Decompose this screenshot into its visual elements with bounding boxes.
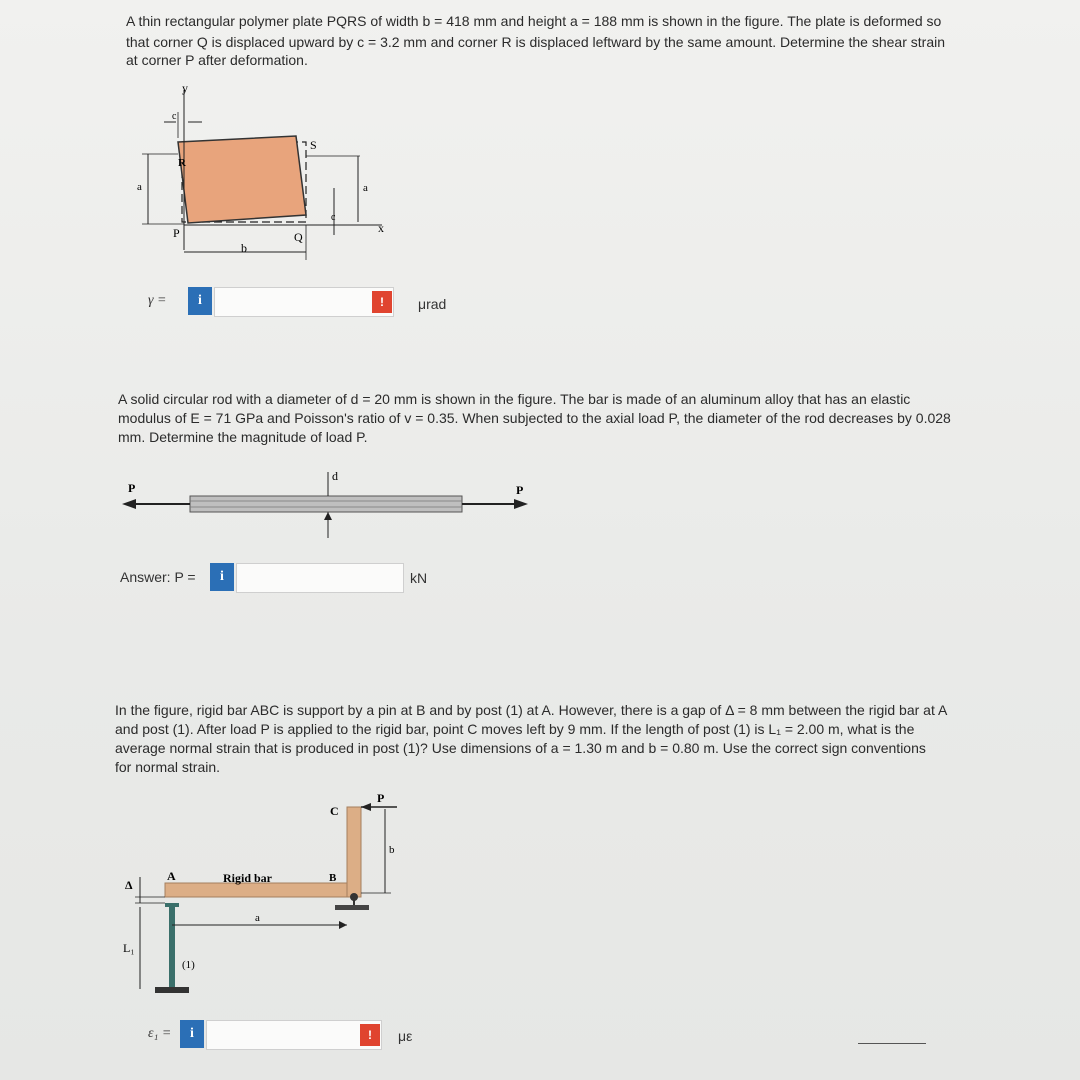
deformed-plate: [178, 136, 306, 223]
post-1: [169, 905, 175, 991]
load-P-arrowhead: [361, 803, 371, 811]
label-y: y: [182, 81, 188, 95]
problem-1-figure: [120, 80, 410, 265]
post-1-cap: [165, 903, 179, 907]
label-L1: L₁: [123, 941, 135, 955]
label-delta: Δ: [125, 878, 133, 892]
problem-2-text-line1: A solid circular rod with a diameter of d = 20 mm is shown in the figure. The bar is made of an aluminum alloy that has an elastic: [118, 391, 911, 407]
pin-B-base: [335, 905, 369, 910]
label-x: x: [378, 221, 384, 235]
label-C: C: [330, 804, 339, 818]
label-a-3: a: [255, 912, 260, 924]
strain-label: ε₁ =: [148, 1026, 172, 1041]
label-a-right: a: [363, 182, 368, 194]
load-answer-input[interactable]: [236, 563, 404, 593]
label-b: b: [241, 241, 247, 255]
load-arrowhead-right: [514, 499, 528, 509]
load-arrowhead-left: [122, 499, 136, 509]
answer-P-label: Answer: P =: [120, 569, 196, 585]
label-P-left: P: [128, 481, 136, 495]
unit-urad: μrad: [418, 296, 447, 312]
label-R: R: [178, 157, 186, 169]
d-arrowhead: [324, 512, 332, 520]
problem-2-text-line3: mm. Determine the magnitude of load P.: [118, 429, 368, 445]
problem-1-text-line1: A thin rectangular polymer plate PQRS of width b = 418 mm and height a = 188 mm is shown in the figure. The plate is deformed so: [126, 13, 942, 29]
rod: [190, 496, 462, 512]
info-button-1[interactable]: i: [188, 287, 212, 315]
label-c-top: c: [172, 111, 177, 122]
problem-3-figure: [115, 785, 415, 1000]
gamma-answer-input[interactable]: [214, 287, 394, 317]
label-Q: Q: [294, 230, 303, 244]
error-indicator-1: !: [372, 291, 392, 313]
label-b-3: b: [389, 844, 395, 856]
rigid-bar-vertical: [347, 807, 361, 897]
problem-3-text-line1: In the figure, rigid bar ABC is support by a pin at B and by post (1) at A. However, there is a gap of Δ = 8 mm between the rigid bar at A: [115, 702, 948, 718]
problem-2-text-line2: modulus of E = 71 GPa and Poisson's ratio of v = 0.35. When subjected to the axial load P, the diameter of the rod decreases by 0.028: [118, 410, 951, 426]
unit-kN: kN: [410, 570, 428, 586]
label-P: P: [173, 226, 180, 240]
label-rigid-bar: Rigid bar: [223, 871, 273, 885]
error-indicator-3: !: [360, 1024, 380, 1046]
bottom-divider: [858, 1043, 926, 1044]
gamma-label: γ =: [148, 293, 167, 308]
label-P-right: P: [516, 483, 524, 497]
info-button-3[interactable]: i: [180, 1020, 204, 1048]
strain-answer-input[interactable]: [206, 1020, 382, 1050]
info-button-2[interactable]: i: [210, 563, 234, 591]
label-a-left: a: [137, 181, 142, 193]
problem-3-text-line4: for normal strain.: [115, 759, 221, 775]
label-A: A: [167, 869, 176, 883]
label-B: B: [329, 872, 337, 884]
problem-1-text-line2: that corner Q is displaced upward by c = 3.2 mm and corner R is displaced leftward by the same amount. Determine the shear strain: [126, 34, 945, 50]
problem-3-text-line2: and post (1). After load P is applied to the rigid bar, point C moves left by 9 mm. If the length of post (1) is L₁ = 2.00 m, what is the: [115, 721, 915, 737]
label-post-1: (1): [182, 959, 195, 971]
problem-3-text-line3: average normal strain that is produced in post (1)? Use dimensions of a = 1.30 m and b = 0.80 m. Use the correct sign conventions: [115, 740, 926, 756]
a-dim-3-arrowhead: [339, 921, 347, 929]
label-P-load: P: [377, 791, 385, 805]
problem-2-figure: [118, 466, 538, 546]
rigid-bar-horizontal: [165, 883, 349, 897]
unit-microstrain: με: [398, 1028, 413, 1044]
post-1-base: [155, 987, 189, 993]
label-d: d: [332, 469, 338, 483]
label-S: S: [310, 138, 317, 152]
problem-1-text-line3: at corner P after deformation.: [126, 52, 308, 68]
label-c-right: c: [331, 212, 336, 223]
